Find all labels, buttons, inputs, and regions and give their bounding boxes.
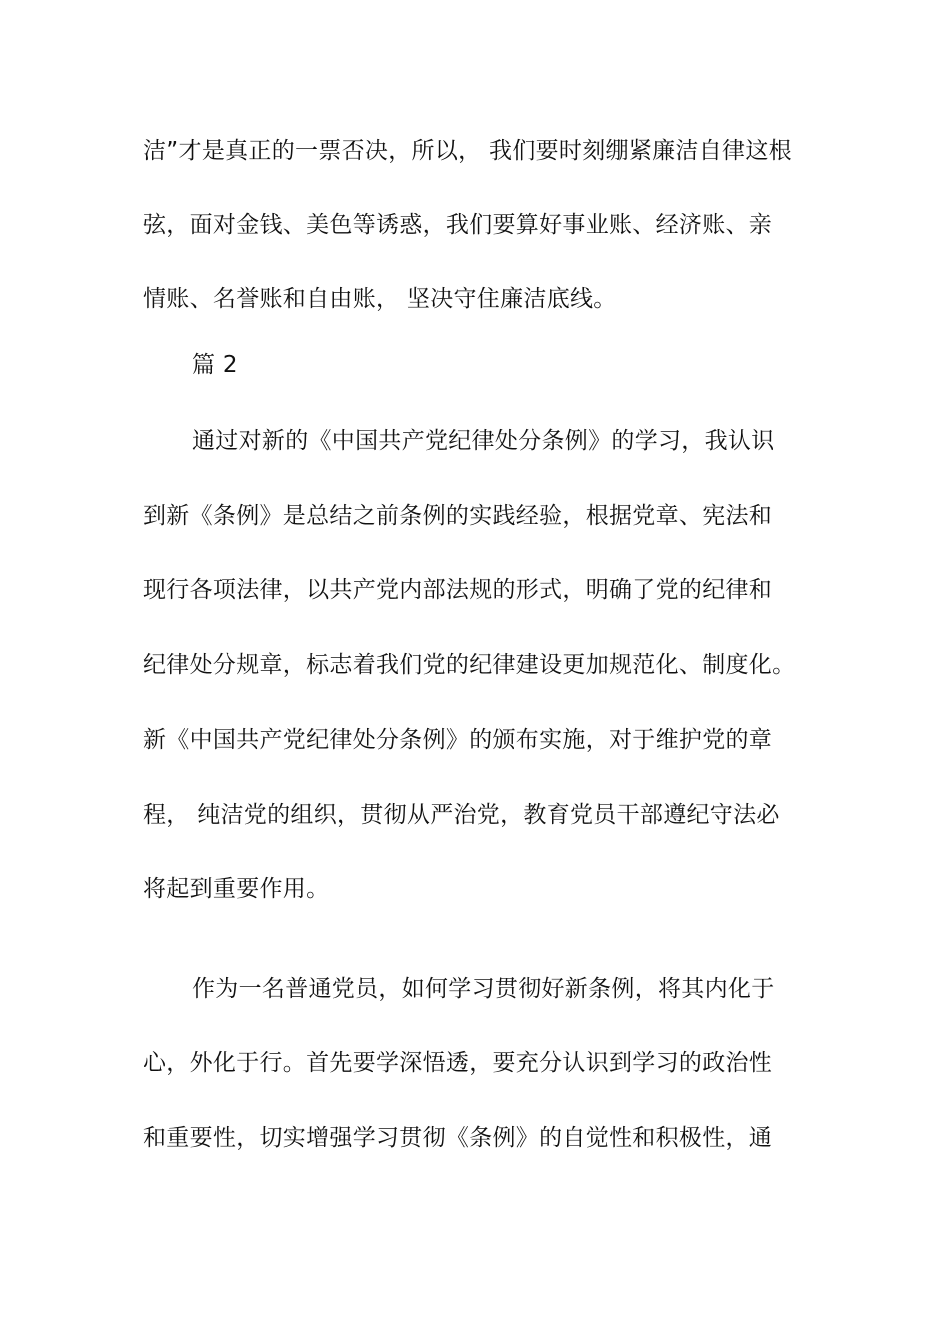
text-line: 程， 纯洁党的组织，贯彻从严治党，教育党员干部遵纪守法必 — [143, 802, 780, 828]
text-line: 现行各项法律，以共产党内部法规的形式，明确了党的纪律和 — [143, 577, 773, 603]
text-line: 通过对新的《中国共产党纪律处分条例》的学习，我认识 — [192, 428, 775, 454]
text-line: 情账、名誉账和自由账， 坚决守住廉洁底线。 — [143, 286, 617, 312]
section-heading: 篇 2 — [192, 352, 238, 378]
text-line: 到新《条例》是总结之前条例的实践经验，根据党章、宪法和 — [143, 503, 773, 529]
text-line: 心，外化于行。首先要学深悟透，要充分认识到学习的政治性 — [143, 1050, 773, 1076]
text-line: 和重要性，切实增强学习贯彻《条例》的自觉性和积极性，通 — [143, 1125, 773, 1151]
text-line: 洁”才是真正的一票否决，所以， 我们要时刻绷紧廉洁自律这根 — [143, 138, 792, 164]
text-line: 纪律处分规章，标志着我们党的纪律建设更加规范化、制度化。 — [143, 652, 796, 678]
text-line: 将起到重要作用。 — [143, 876, 330, 902]
text-line: 作为一名普通党员，如何学习贯彻好新条例，将其内化于 — [192, 976, 775, 1002]
text-line: 弦，面对金钱、美色等诱惑，我们要算好事业账、经济账、亲 — [143, 212, 773, 238]
text-line: 新《中国共产党纪律处分条例》的颁布实施，对于维护党的章 — [143, 727, 773, 753]
